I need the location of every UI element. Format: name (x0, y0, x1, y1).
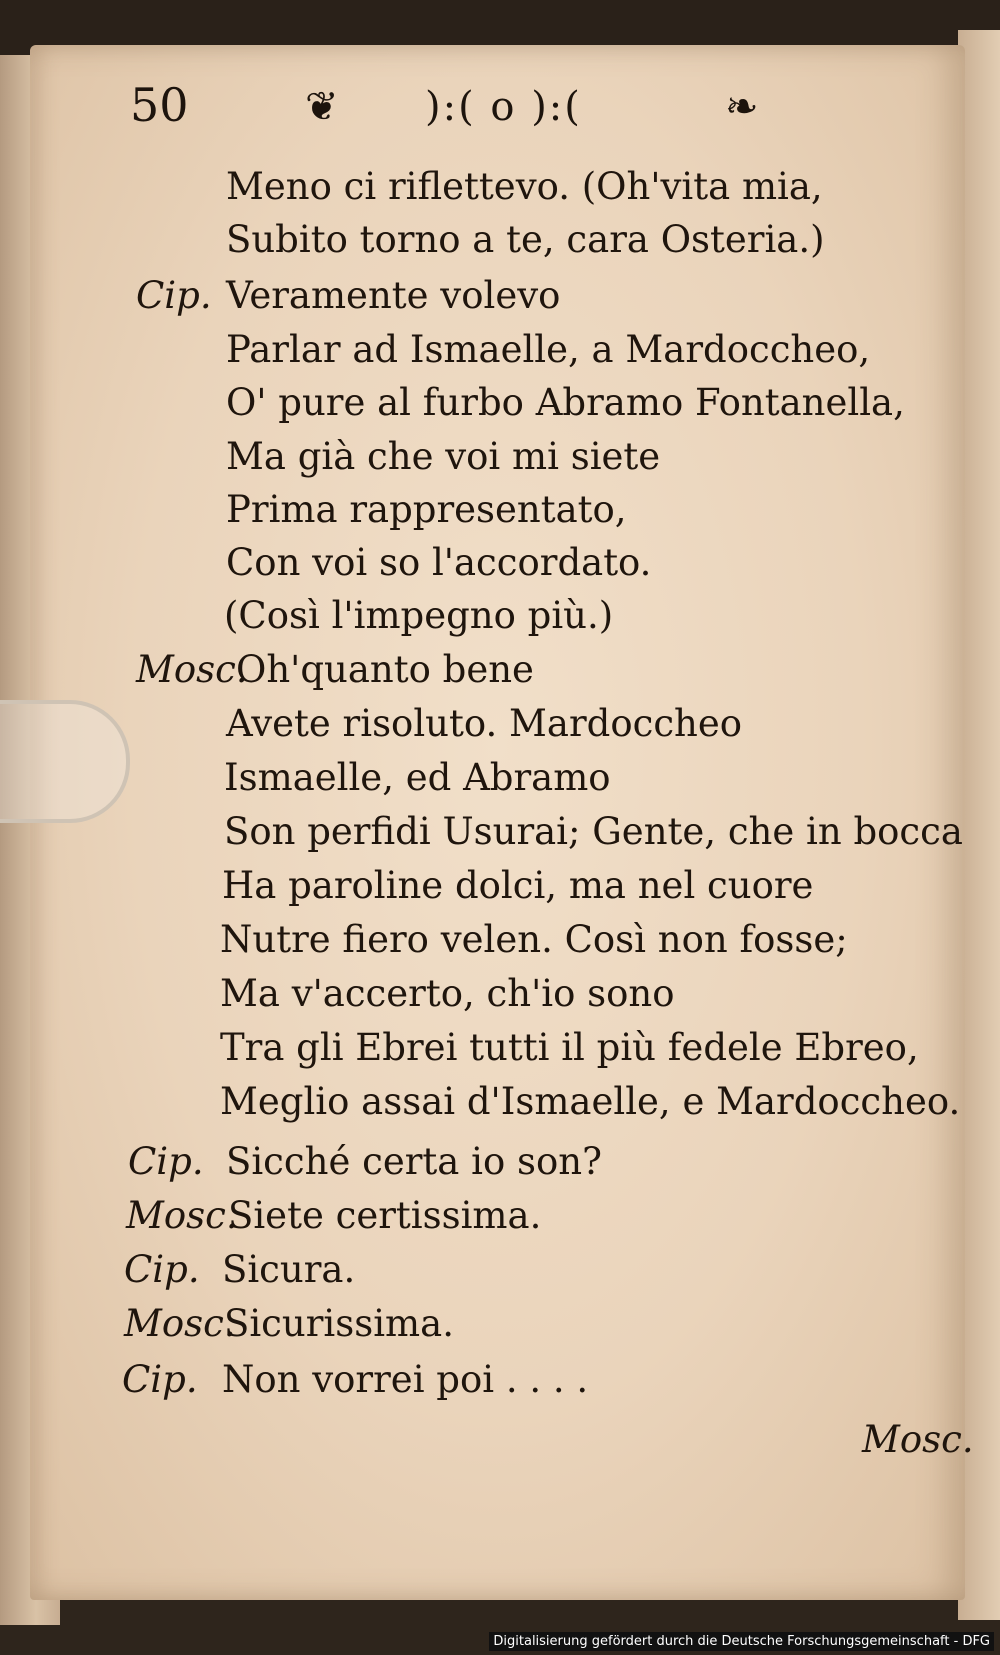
text-line: Avete risoluto. Mardoccheo (226, 702, 743, 745)
text-line: Meno ci riflettevo. (Oh'vita mia, (226, 165, 823, 208)
catchword: Mosc. (862, 1418, 974, 1461)
text-line: Parlar ad Ismaelle, a Mardoccheo, (226, 328, 871, 371)
speaker-label: Mosc. (136, 648, 248, 691)
speaker-label: Cip. (128, 1140, 204, 1183)
text-line: Sicurissima. (224, 1302, 454, 1345)
text-line: Siete certissima. (228, 1194, 542, 1237)
digitization-credit: Digitalisierung gefördert durch die Deutsche Forschungsgemeinschaft - DFG (489, 1632, 994, 1651)
text-line: Ha paroline dolci, ma nel cuore (222, 864, 814, 907)
text-line: Sicura. (222, 1248, 356, 1291)
page-number: 50 (130, 78, 189, 132)
speaker-label: Mosc. (126, 1194, 238, 1237)
text-line: Ma v'accerto, ch'io sono (220, 972, 675, 1015)
text-line: Tra gli Ebrei tutti il più fedele Ebreo, (220, 1026, 919, 1069)
page-header (130, 78, 830, 138)
speaker-label: Cip. (124, 1248, 200, 1291)
text-line: Veramente volevo (226, 274, 561, 317)
text-line: Ma già che voi mi siete (226, 435, 661, 478)
speaker-label: Mosc. (124, 1302, 236, 1345)
speaker-label: Cip. (122, 1358, 198, 1401)
text-line: O' pure al furbo Abramo Fontanella, (226, 381, 905, 424)
page-clip (0, 700, 130, 823)
text-line: (Così l'impegno più.) (224, 594, 614, 637)
text-line: Subito torno a te, cara Osteria.) (226, 218, 825, 261)
text-line: Ismaelle, ed Abramo (224, 756, 611, 799)
text-line: Non vorrei poi . . . . (222, 1358, 589, 1401)
text-line: Meglio assai d'Ismaelle, e Mardoccheo. (220, 1080, 961, 1123)
fleuron-right-icon: ❧ (725, 84, 759, 130)
header-ornament: ):( o ):( (425, 84, 582, 130)
speaker-label: Cip. (136, 274, 212, 317)
text-line: Prima rappresentato, (226, 488, 627, 531)
fleuron-left-icon: ❦ (305, 84, 339, 130)
text-line: Sicché certa io son? (226, 1140, 602, 1183)
text-line: Oh'quanto bene (236, 648, 534, 691)
text-line: Son perfidi Usurai; Gente, che in bocca (224, 810, 963, 853)
text-line: Nutre fiero velen. Così non fosse; (220, 918, 848, 961)
text-line: Con voi so l'accordato. (226, 541, 652, 584)
